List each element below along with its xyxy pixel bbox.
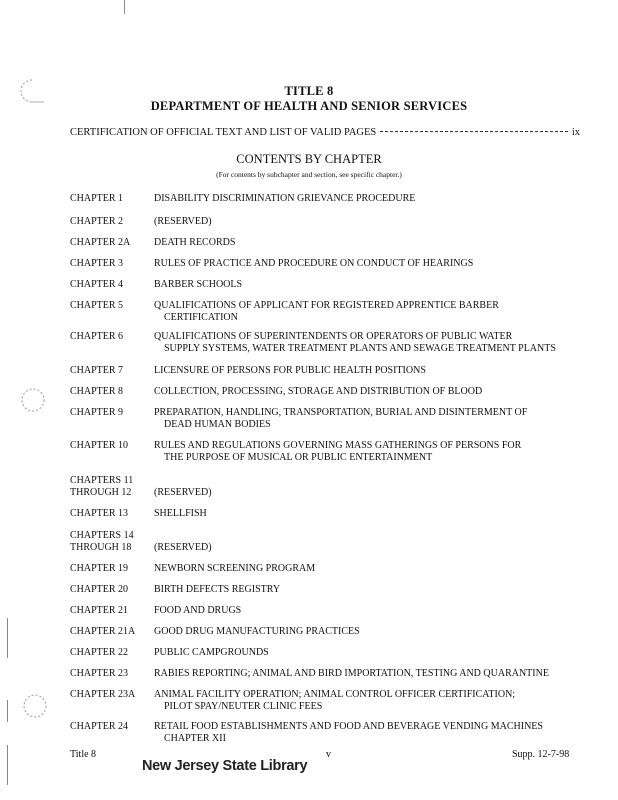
chapter-label: CHAPTER 7 <box>70 365 124 376</box>
chapter-title: (RESERVED) <box>154 216 212 227</box>
chapter-label: CHAPTER 22 <box>70 647 129 658</box>
chapter-title: PUBLIC CAMPGROUNDS <box>154 647 269 658</box>
chapter-label: CHAPTER 21A <box>70 626 136 637</box>
chapter-title: (RESERVED) <box>154 542 212 553</box>
chapter-label: CHAPTER 8 <box>70 386 124 397</box>
chapter-title <box>154 440 584 464</box>
chapter-title: FOOD AND DRUGS <box>154 605 242 616</box>
chapter-label-line: CHAPTERS 14 <box>70 530 134 541</box>
edge-mark <box>7 745 8 785</box>
edge-mark <box>7 618 8 658</box>
chapter-label: CHAPTER 9 <box>70 407 124 418</box>
chapter-title-continuation: DEAD HUMAN BODIES <box>164 419 271 430</box>
chapter-title-line: PREPARATION, HANDLING, TRANSPORTATION, BURIAL AND DISINTERMENT OF <box>154 407 528 418</box>
footer-title: Title 8 <box>70 749 97 760</box>
chapter-title-continuation: CHAPTER XII <box>164 733 226 744</box>
chapter-label: CHAPTER 20 <box>70 584 129 595</box>
chapter-label: CHAPTER 5 <box>70 300 124 311</box>
certification-label: CERTIFICATION OF OFFICIAL TEXT AND LIST OF VALID PAGES <box>70 127 377 138</box>
chapter-label: CHAPTER 24 <box>70 721 129 732</box>
chapter-title: SHELLFISH <box>154 508 207 519</box>
chapter-title-line: ANIMAL FACILITY OPERATION; ANIMAL CONTROL OFFICER CERTIFICATION; <box>154 689 516 700</box>
chapter-label: CHAPTER 23A <box>70 689 136 700</box>
chapter-title-line: QUALIFICATIONS OF APPLICANT FOR REGISTERED APPRENTICE BARBER <box>154 300 499 311</box>
library-stamp: New Jersey State Library <box>142 758 308 774</box>
binder-hole-middle <box>20 387 46 413</box>
dot-leader <box>380 131 568 132</box>
chapter-title <box>154 331 584 355</box>
chapter-label <box>70 530 150 554</box>
chapter-title-continuation: CERTIFICATION <box>164 312 238 323</box>
chapter-title-continuation: THE PURPOSE OF MUSICAL OR PUBLIC ENTERTAINMENT <box>164 452 433 463</box>
chapter-label: CHAPTER 10 <box>70 440 129 451</box>
chapter-title: COLLECTION, PROCESSING, STORAGE AND DISTRIBUTION OF BLOOD <box>154 386 483 397</box>
title-number: TITLE 8 <box>284 84 334 98</box>
chapter-title: RABIES REPORTING; ANIMAL AND BIRD IMPORTATION, TESTING AND QUARANTINE <box>154 668 549 679</box>
footer-supplement-date: Supp. 12-7-98 <box>512 749 570 760</box>
contents-heading: CONTENTS BY CHAPTER <box>236 152 382 166</box>
chapter-title: NEWBORN SCREENING PROGRAM <box>154 563 316 574</box>
chapter-label-line: THROUGH 12 <box>70 487 132 498</box>
chapter-title <box>154 721 584 745</box>
edge-mark <box>7 700 8 722</box>
chapter-label: CHAPTER 13 <box>70 508 129 519</box>
chapter-label: CHAPTER 23 <box>70 668 129 679</box>
department-title: DEPARTMENT OF HEALTH AND SENIOR SERVICES <box>150 99 468 113</box>
chapter-label: CHAPTER 1 <box>70 193 124 204</box>
certification-line <box>70 127 580 138</box>
certification-page: ix <box>571 127 580 138</box>
chapter-label: CHAPTER 4 <box>70 279 124 290</box>
chapter-title-line: QUALIFICATIONS OF SUPERINTENDENTS OR OPERATORS OF PUBLIC WATER <box>154 331 513 342</box>
chapter-title-line: RULES AND REGULATIONS GOVERNING MASS GATHERINGS OF PERSONS FOR <box>154 440 522 451</box>
chapter-title: BIRTH DEFECTS REGISTRY <box>154 584 281 595</box>
chapter-label: CHAPTER 3 <box>70 258 124 269</box>
chapter-title: RULES OF PRACTICE AND PROCEDURE ON CONDUCT OF HEARINGS <box>154 258 474 269</box>
footer-page-number: v <box>326 749 331 760</box>
chapter-label: CHAPTER 19 <box>70 563 129 574</box>
chapter-title: LICENSURE OF PERSONS FOR PUBLIC HEALTH POSITIONS <box>154 365 426 376</box>
chapter-label: CHAPTER 21 <box>70 605 129 616</box>
chapter-title-continuation: PILOT SPAY/NEUTER CLINIC FEES <box>164 701 323 712</box>
chapter-title-continuation: SUPPLY SYSTEMS, WATER TREATMENT PLANTS AND SEWAGE TREATMENT PLANTS <box>164 343 556 354</box>
chapter-label: CHAPTER 2A <box>70 237 131 248</box>
chapter-title: BARBER SCHOOLS <box>154 279 243 290</box>
chapter-label: CHAPTER 2 <box>70 216 124 227</box>
chapter-label-line: THROUGH 18 <box>70 542 132 553</box>
contents-note: (For contents by subchapter and section, see specific chapter.) <box>216 170 402 179</box>
chapter-title <box>154 300 584 324</box>
chapter-title: (RESERVED) <box>154 487 212 498</box>
chapter-title: DISABILITY DISCRIMINATION GRIEVANCE PROCEDURE <box>154 193 416 204</box>
chapter-title: GOOD DRUG MANUFACTURING PRACTICES <box>154 626 360 637</box>
chapter-label <box>70 475 150 499</box>
chapter-label: CHAPTER 6 <box>70 331 124 342</box>
chapter-label-line: CHAPTERS 11 <box>70 475 134 486</box>
edge-mark <box>124 0 125 14</box>
chapter-title: DEATH RECORDS <box>154 237 236 248</box>
chapter-title <box>154 407 584 431</box>
chapter-title-line: RETAIL FOOD ESTABLISHMENTS AND FOOD AND BEVERAGE VENDING MACHINES <box>154 721 543 732</box>
binder-hole-bottom <box>22 693 48 719</box>
chapter-title <box>154 689 584 713</box>
